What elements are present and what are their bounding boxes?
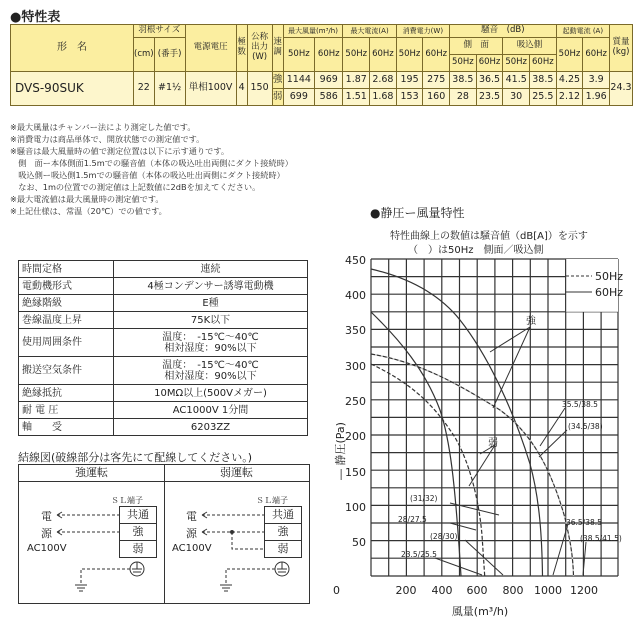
property-label: 絶縁抵抗: [19, 385, 114, 402]
y-tick: 150: [345, 466, 366, 479]
current-60: 2.68: [370, 72, 397, 89]
x-tick: 800: [502, 584, 524, 597]
noise-intake-60: 38.5: [530, 72, 557, 89]
table-row: [11, 72, 633, 89]
power-50: 153: [396, 89, 423, 106]
note: ※最大電流値は最大風量時の測定値です。: [10, 194, 164, 204]
noise-side-50: 38.5: [450, 72, 477, 89]
wiring-diagram: [18, 464, 310, 604]
curve-strong-50hz: [371, 354, 574, 576]
legend-50hz-label: 50Hz: [595, 270, 624, 283]
voltage-label: AC100V: [172, 543, 212, 554]
chart-subtitle: 特性曲線上の数値は騒音値（dB[A]）を示す: [390, 231, 588, 242]
curve-strong-60hz: [371, 269, 543, 576]
noise-side-60: 36.5: [476, 72, 503, 89]
property-value: [114, 329, 308, 357]
properties-table: [18, 260, 308, 436]
speed-label: 弱: [272, 89, 283, 106]
table-row: [19, 295, 308, 312]
y-tick: 400: [345, 289, 366, 302]
header-power-60: 60Hz: [423, 38, 450, 72]
property-value: 連続: [114, 261, 308, 278]
wiring-panel-title: 弱運転: [164, 465, 309, 482]
blade-no: #1½: [154, 72, 185, 106]
header-start-50: 50Hz: [556, 38, 583, 72]
y-tick: 450: [345, 254, 366, 267]
chart-subtitle: （ ）は50Hz 側面／吸込側: [408, 245, 544, 256]
header-current-50: 50Hz: [343, 38, 370, 72]
terminal-strong: 強: [265, 524, 301, 541]
annotation-label: (31/32): [410, 494, 438, 503]
annotation-label: 36.5/38.5: [566, 518, 602, 527]
legend-60hz-label: 60Hz: [595, 286, 624, 299]
noise-side-60: 23.5: [476, 89, 503, 106]
header-max-airflow: 最大風量(m³/h): [283, 25, 343, 38]
note: 吸込側ー吸込側1.5mでの騒音値（本体の吸込吐出両側にダクト接続時）: [10, 170, 285, 180]
property-value: AC1000V 1分間: [114, 402, 308, 419]
noise-intake-60: 25.5: [530, 89, 557, 106]
note: ※上記仕様は、常温（20℃）での値です。: [10, 206, 167, 216]
airflow-60: 586: [315, 89, 343, 106]
annotation-strong: 強: [526, 316, 536, 327]
start-current-50: 2.12: [556, 89, 583, 106]
x-tick: 0: [333, 584, 340, 597]
start-current-60: 1.96: [583, 89, 610, 106]
start-current-50: 4.25: [556, 72, 583, 89]
header-power-consumption: 消費電力(W): [396, 25, 449, 38]
y-tick: 300: [345, 360, 366, 373]
notes: [10, 121, 293, 217]
property-label: 軸 受: [19, 419, 114, 436]
power-60: 160: [423, 89, 450, 106]
header-speed: 速調: [272, 25, 283, 72]
poles: 4: [236, 72, 247, 106]
power-50: 195: [396, 72, 423, 89]
y-tick: 100: [345, 501, 366, 514]
power-label: 源: [186, 527, 197, 540]
note: ※騒音は最大風量時の値で測定位置は以下に示す通りです。: [10, 146, 230, 156]
x-tick: 200: [395, 584, 417, 597]
annotation-label: 35.5/38.5: [562, 400, 598, 409]
annotation-label: (34.5/38): [568, 422, 603, 431]
property-value: 6203ZZ: [114, 419, 308, 436]
pressure-airflow-chart: [330, 250, 640, 620]
header-noise-intake: 吸込側: [503, 38, 556, 55]
property-value-line: 相対湿度：90%以下: [164, 370, 257, 382]
y-tick: 200: [345, 430, 366, 443]
x-tick: 400: [431, 584, 453, 597]
y-tick: 250: [345, 395, 366, 408]
table-row: [19, 278, 308, 295]
property-value-line: 温度： -15℃～40℃: [162, 359, 259, 371]
header-start-current: 起動電流 (A): [556, 25, 609, 38]
table-row: [19, 261, 308, 278]
note: なお、1mの位置での測定値は上記数値に2dBを加えてください。: [10, 182, 261, 192]
property-label: 絶縁階級: [19, 295, 114, 312]
property-value-line: 相対湿度：90%以下: [164, 342, 257, 354]
current-60: 1.68: [370, 89, 397, 106]
property-value: 10MΩ以上(500Vメガー): [114, 385, 308, 402]
header-max-current: 最大電流(A): [343, 25, 396, 38]
header-poles: 極数: [236, 25, 247, 72]
terminal-weak: 弱: [277, 542, 289, 555]
table-row: [19, 357, 308, 385]
table-row: [19, 419, 308, 436]
header-power-supply: 電源電圧: [185, 25, 236, 72]
header-blade-no: (番手): [154, 38, 185, 72]
spec-table: [10, 24, 633, 106]
y-tick: 350: [345, 324, 366, 337]
airflow-60: 969: [315, 72, 343, 89]
terminal-label: ＳＬ端子: [111, 496, 143, 505]
power-label: 源: [41, 527, 52, 540]
property-label: 電動機形式: [19, 278, 114, 295]
header-current-60: 60Hz: [370, 38, 397, 72]
header-model: 形 名: [11, 25, 134, 72]
property-value-line: 温度： -15℃～40℃: [162, 331, 259, 343]
note: ※最大風量はチャンバー法により測定した値です。: [10, 122, 196, 132]
table-row: [19, 385, 308, 402]
wiring-title: 結線図(破線部分は客先にて配線してください。): [18, 451, 253, 464]
power-supply: 単相100V: [185, 72, 236, 106]
wiring-lines: [19, 465, 309, 603]
annotation-label: 23.5/25.5: [401, 550, 437, 559]
table-row: [19, 402, 308, 419]
header-noise-side: 側 面: [450, 38, 503, 55]
property-value: 75K以下: [114, 312, 308, 329]
mass: 24.3: [610, 72, 633, 106]
annotation-label: 28/27.5: [398, 515, 427, 524]
property-value: E種: [114, 295, 308, 312]
blade-cm: 22: [134, 72, 155, 106]
header-side-60: 60Hz: [476, 55, 503, 72]
wiring-panel-title: 強運転: [19, 465, 164, 482]
terminal-label: ＳＬ端子: [256, 496, 288, 505]
power-label: 電: [186, 510, 197, 523]
property-label: 時間定格: [19, 261, 114, 278]
property-label: 使用周囲条件: [19, 329, 114, 357]
current-50: 1.51: [343, 89, 370, 106]
x-tick: 600: [466, 584, 488, 597]
y-axis-label: ― 静圧(Pa): [334, 422, 347, 480]
start-current-60: 3.9: [583, 72, 610, 89]
table-row: [19, 329, 308, 357]
header-mass: 質量(kg): [610, 25, 633, 72]
property-value: 4極コンデンサー誘導電動機: [114, 278, 308, 295]
header-airflow-50: 50Hz: [283, 38, 314, 72]
note: 側 面ー本体側面1.5mでの騒音値（本体の吸込吐出両側にダクト接続時）: [10, 158, 293, 168]
noise-side-50: 28: [450, 89, 477, 106]
model-name: DVS-90SUK: [11, 72, 134, 106]
property-label: 耐 電 圧: [19, 402, 114, 419]
header-blade-cm: (cm): [134, 38, 155, 72]
header-side-50: 50Hz: [450, 55, 477, 72]
header-blade-size: 羽根サイズ: [134, 25, 186, 38]
note: ※消費電力は商品単体で、開放状態での測定値です。: [10, 134, 205, 144]
current-50: 1.87: [343, 72, 370, 89]
x-axis-label: 風量(m³/h): [451, 605, 509, 618]
noise-intake-50: 41.5: [503, 72, 530, 89]
airflow-50: 1144: [283, 72, 314, 89]
annotation-label: (28/30): [430, 532, 458, 541]
speed-label: 強: [272, 72, 283, 89]
rated-output: 150: [247, 72, 272, 106]
voltage-label: AC100V: [27, 543, 67, 554]
property-label: 搬送空気条件: [19, 357, 114, 385]
terminal-strong: 強: [120, 524, 156, 541]
header-airflow-60: 60Hz: [315, 38, 343, 72]
y-tick: 50: [352, 536, 366, 549]
header-intake-50: 50Hz: [503, 55, 530, 72]
chart-title: ●静圧ー風量特性: [370, 206, 465, 220]
power-60: 275: [423, 72, 450, 89]
property-label: 巻線温度上昇: [19, 312, 114, 329]
property-value: [114, 357, 308, 385]
noise-intake-50: 30: [503, 89, 530, 106]
annotation-weak: 弱: [488, 438, 498, 449]
curve-strong-50hz-dash: [371, 354, 574, 576]
x-tick: 1000: [534, 584, 562, 597]
terminal-common: 共通: [120, 507, 156, 524]
header-noise: 騒音 (dB): [450, 25, 557, 38]
table-row: [19, 312, 308, 329]
terminal-common: 共通: [265, 507, 301, 524]
terminal-weak: 弱: [132, 542, 144, 555]
header-rated-output: 公称出力(W): [247, 25, 272, 72]
header-start-60: 60Hz: [583, 38, 610, 72]
x-tick: 1200: [570, 584, 598, 597]
curves: [371, 269, 574, 576]
annotation-label: (38.5/41.5): [580, 534, 622, 543]
header-intake-60: 60Hz: [530, 55, 557, 72]
power-label: 電: [41, 510, 52, 523]
airflow-50: 699: [283, 89, 314, 106]
header-power-50: 50Hz: [396, 38, 423, 72]
spec-section-title: ●特性表: [10, 10, 61, 25]
